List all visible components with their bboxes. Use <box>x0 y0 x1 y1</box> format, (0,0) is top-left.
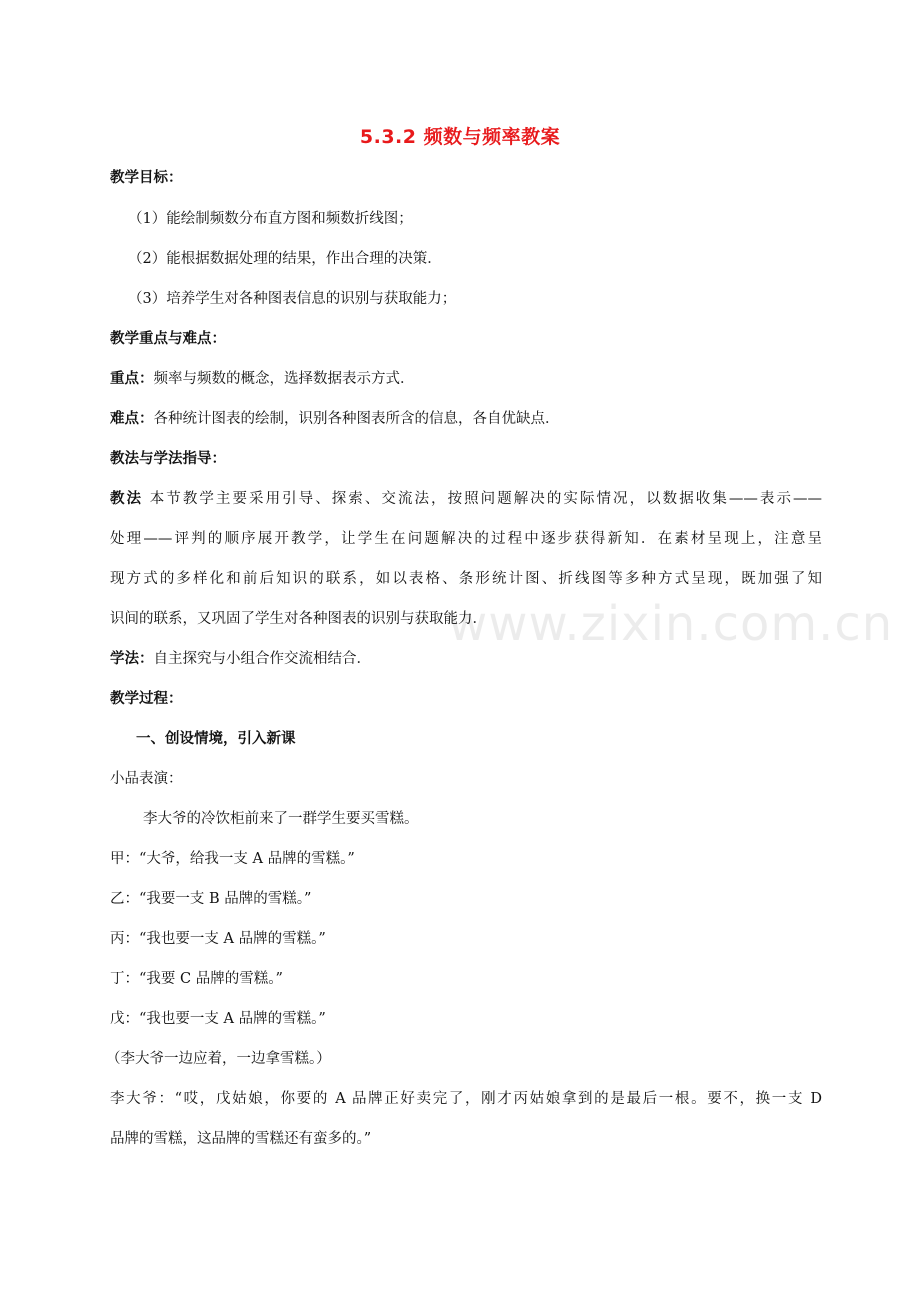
difficult-point-label: 难点： <box>110 411 154 427</box>
skit-label: 小品表演： <box>110 771 183 787</box>
learning-method-label: 学法： <box>110 651 154 667</box>
skit-line-8: 李大爷：“哎，戊姑娘，你要的 A 品牌正好卖完了，刚才丙姑娘拿到的是最后一根。要不，换一支 D <box>110 1091 822 1107</box>
learning-method-line <box>110 649 822 669</box>
goal-item-2: （2）能根据数据处理的结果，作出合理的决策． <box>128 251 442 267</box>
key-points-heading: 教学重点与难点： <box>110 331 226 347</box>
skit-line-6: 戊：“我也要一支 A 品牌的雪糕。” <box>110 1011 326 1027</box>
teaching-method-line-4: 识间的联系，又巩固了学生对各种图表的识别与获取能力． <box>110 611 487 627</box>
difficult-point-text: 各种统计图表的绘制，识别各种图表所含的信息，各自优缺点． <box>153 411 560 427</box>
method-heading: 教法与学法指导： <box>110 451 226 467</box>
teaching-method-line-1 <box>110 489 822 509</box>
teaching-method-line-2: 处理——评判的顺序展开教学，让学生在问题解决的过程中逐步获得新知．在素材呈现上，注意呈 <box>110 531 822 547</box>
goal-item-3: （3）培养学生对各种图表信息的识别与获取能力； <box>128 291 457 307</box>
teaching-method-label: 教法 <box>110 491 144 507</box>
doc-title: 5.3.2 频数与频率教案 <box>359 126 561 148</box>
process-heading: 教学过程： <box>110 691 183 707</box>
skit-line-3: 乙：“我要一支 B 品牌的雪糕。” <box>110 891 312 907</box>
skit-line-7: （李大爷一边应着，一边拿雪糕。） <box>106 1051 331 1067</box>
teaching-method-text-1: 本节教学主要采用引导、探索、交流法，按照问题解决的实际情况，以数据收集——表示—— <box>143 491 822 507</box>
skit-line-2: 甲：“大爷，给我一支 A 品牌的雪糕。” <box>110 851 355 867</box>
key-point-label: 重点： <box>110 371 154 387</box>
skit-line-1: 李大爷的冷饮柜前来了一群学生要买雪糕。 <box>143 811 419 827</box>
teaching-method-line-3: 现方式的多样化和前后知识的联系，如以表格、条形统计图、折线图等多种方式呈现，既加强了知 <box>110 571 822 587</box>
key-point-text: 频率与频数的概念，选择数据表示方式． <box>153 371 415 387</box>
skit-line-5: 丁：“我要 C 品牌的雪糕。” <box>110 971 283 987</box>
goals-heading: 教学目标： <box>110 170 183 186</box>
skit-line-9: 品牌的雪糕，这品牌的雪糕还有蛮多的。” <box>110 1131 372 1147</box>
skit-line-4: 丙：“我也要一支 A 品牌的雪糕。” <box>110 931 326 947</box>
learning-method-text: 自主探究与小组合作交流相结合． <box>153 651 371 667</box>
difficult-point-line <box>110 409 822 429</box>
section-heading-1: 一、创设情境，引入新课 <box>136 731 296 747</box>
goal-item-1: （1）能绘制频数分布直方图和频数折线图； <box>128 211 413 227</box>
key-point-line <box>110 369 822 389</box>
watermark-text: www.zixin.com.cn <box>448 596 894 652</box>
